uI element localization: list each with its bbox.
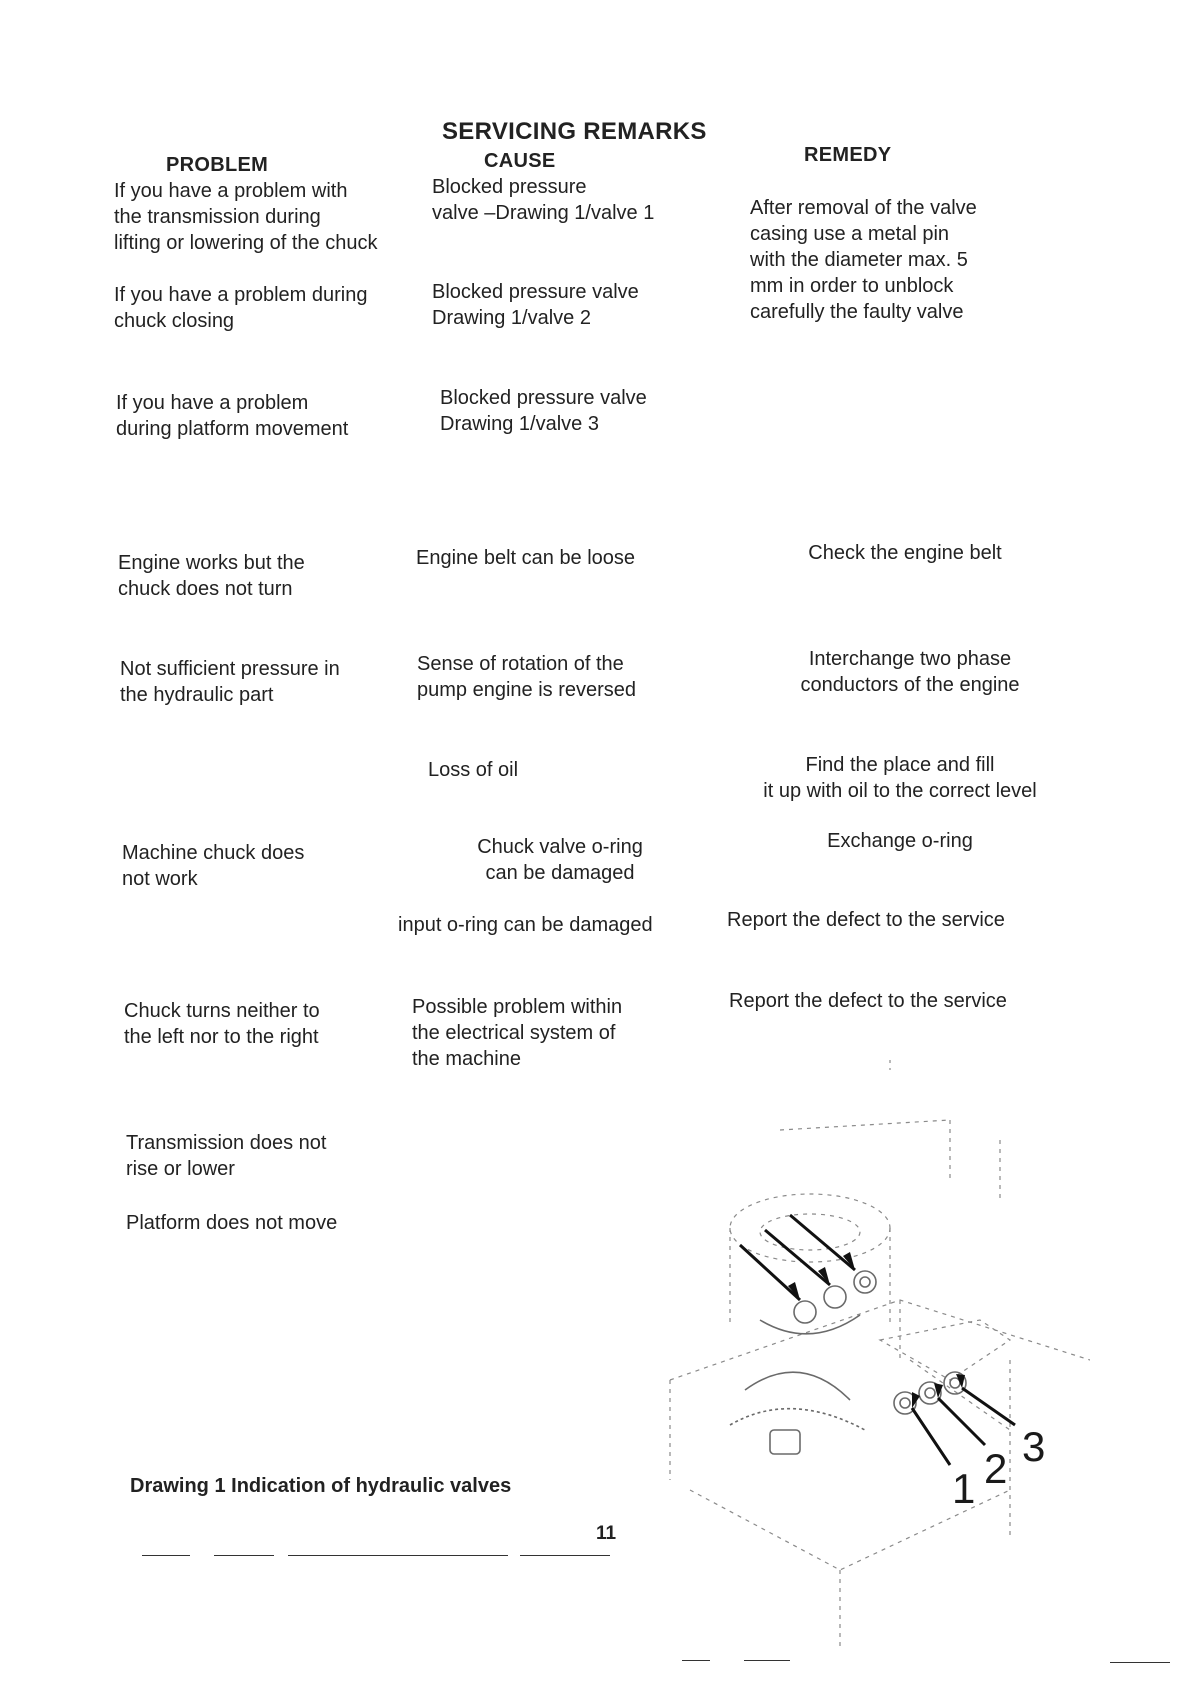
footer-rule [288, 1555, 508, 1556]
column-header-cause: CAUSE [484, 150, 556, 172]
cause-cell: Blocked pressure valve Drawing 1/valve 2 [432, 281, 639, 329]
remedy-cell: After removal of the valve casing use a metal pin with the diameter max. 5 mm in order to unblock carefully the faulty valve [750, 197, 977, 323]
page-number: 11 [596, 1523, 617, 1544]
problem-cell: Chuck turns neither to the left nor to the right [124, 1000, 320, 1048]
remedy-cell: Report the defect to the service [729, 990, 1007, 1012]
problem-cell: Not sufficient pressure in the hydraulic part [120, 658, 340, 706]
remedy-cell: Report the defect to the service [727, 909, 1005, 931]
footer-rule [214, 1555, 274, 1556]
remedy-cell: Interchange two phase conductors of the engine [800, 648, 1020, 696]
cause-cell: Possible problem within the electrical system of the machine [412, 996, 623, 1070]
valve-label-3: 3 [1022, 1423, 1046, 1470]
hydraulic-unit-illustration [650, 1060, 1090, 1650]
drawing-caption: Drawing 1 Indication of hydraulic valves [130, 1475, 512, 1497]
problem-cell: If you have a problem during platform movement [116, 392, 349, 440]
problem-cell: Platform does not move [126, 1212, 338, 1234]
cause-cell: Loss of oil [428, 759, 519, 781]
remedy-cell: Check the engine belt [808, 542, 1002, 564]
problem-cell: If you have a problem with the transmission during lifting or lowering of the chuck [114, 180, 378, 254]
cause-cell: Sense of rotation of the pump engine is reversed [417, 653, 637, 701]
valve-label-1: 1 [952, 1465, 976, 1512]
cause-cell: Chuck valve o-ring can be damaged [477, 836, 643, 884]
column-header-problem: PROBLEM [166, 154, 269, 176]
footer-rule [744, 1660, 790, 1661]
page-title: SERVICING REMARKS [442, 118, 707, 145]
remedy-cell: Exchange o-ring [827, 830, 973, 852]
valve-label-2: 2 [984, 1445, 1008, 1492]
cause-cell: Blocked pressure valve Drawing 1/valve 3 [440, 387, 647, 435]
problem-cell: If you have a problem during chuck closing [114, 284, 368, 332]
problem-cell: Engine works but the chuck does not turn [118, 552, 305, 600]
column-header-remedy: REMEDY [804, 144, 892, 166]
cause-cell: Engine belt can be loose [416, 547, 636, 569]
footer-rule [1110, 1662, 1170, 1663]
problem-cell: Transmission does not rise or lower [126, 1132, 327, 1180]
footer-rule [682, 1660, 710, 1661]
footer-rule [520, 1555, 610, 1556]
cause-cell: Blocked pressure valve –Drawing 1/valve 1 [432, 176, 655, 224]
remedy-cell: Find the place and fill it up with oil to the correct level [763, 754, 1037, 802]
hydraulic-valves-drawing [650, 1060, 1090, 1650]
footer-rule [142, 1555, 190, 1556]
cause-cell: input o-ring can be damaged [398, 914, 653, 936]
problem-cell: Machine chuck does not work [122, 842, 305, 890]
